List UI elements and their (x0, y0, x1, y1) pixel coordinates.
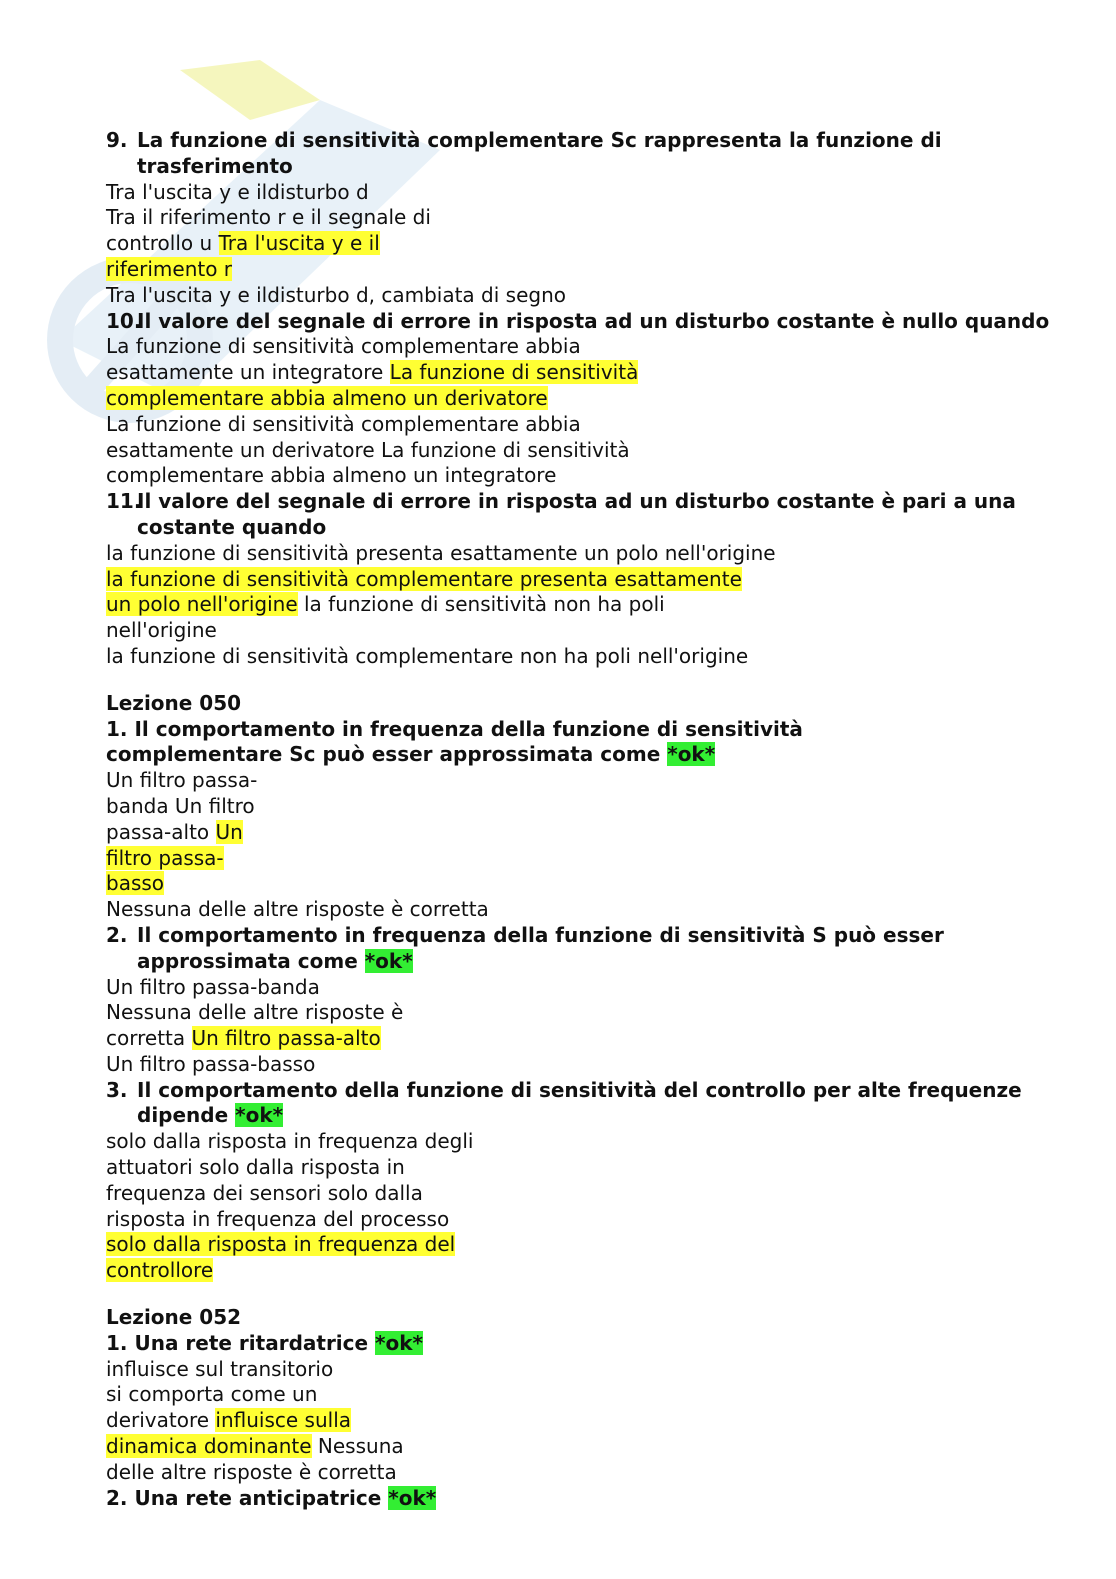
correct-answer-highlight: influisce sulla (215, 1408, 352, 1433)
correct-answer-highlight: Tra l'uscita y e il (218, 231, 380, 256)
answer-text: corretta (106, 1026, 192, 1051)
question-text (106, 742, 1066, 768)
answer-line: Tra l'uscita y e ildisturbo d (106, 179, 369, 204)
question-9 (106, 128, 1066, 180)
ok-badge: *ok* (375, 1330, 424, 1355)
question-text: Il comportamento della funzione di sensitività del controllo per alte frequenze dipende (137, 1077, 1022, 1128)
answer-line (106, 360, 1066, 386)
ok-badge: *ok* (235, 1103, 284, 1128)
question-050-2 (106, 923, 1066, 975)
correct-answer-highlight: basso (106, 871, 165, 896)
question-text: Il valore del segnale di errore in risposta ad un disturbo costante è nullo quando (137, 308, 1050, 333)
question-text: 1. Il comportamento in frequenza della funzione di sensitività (106, 716, 803, 741)
answer-line (106, 592, 1066, 618)
question-11 (106, 489, 1066, 541)
answer-line: esattamente un derivatore La funzione di sensitività (106, 437, 630, 462)
answer-line: la funzione di sensitività presenta esattamente un polo nell'origine (106, 540, 776, 565)
answer-line: complementare abbia almeno un integratore (106, 463, 557, 488)
question-text: Il comportamento in frequenza della funzione di sensitività S può esser approssimata come (137, 922, 944, 973)
answer-line: frequenza dei sensori solo dalla (106, 1180, 423, 1205)
correct-answer-highlight: Un (215, 819, 243, 844)
question-text: Il valore del segnale di errore in risposta ad un disturbo costante è pari a una costante quando (137, 489, 1016, 539)
question-text (106, 1331, 1066, 1357)
question-number: 10. (106, 308, 142, 333)
answer-line (106, 1434, 1066, 1460)
answer-text: passa-alto (106, 819, 216, 844)
answer-line (106, 1408, 1066, 1434)
answer-text: la funzione di sensitività non ha poli (297, 592, 665, 617)
correct-answer-highlight: La funzione di sensitività (389, 360, 639, 385)
ok-badge: *ok* (388, 1485, 437, 1510)
answer-line: attuatori solo dalla risposta in (106, 1155, 405, 1180)
answer-line: risposta in frequenza del processo (106, 1206, 450, 1231)
question-number: 9. (106, 128, 128, 152)
answer-line: nell'origine (106, 618, 217, 643)
answer-line (106, 1258, 1066, 1284)
lesson-heading: Lezione 052 (106, 1305, 242, 1330)
answer-line (106, 820, 1066, 846)
question-text-part: 2. Una rete anticipatrice (106, 1485, 389, 1510)
answer-line: Un filtro passa-banda (106, 974, 320, 999)
correct-answer-highlight: complementare abbia almeno un derivatore (106, 385, 548, 410)
answer-line: Nessuna delle altre risposte è (106, 1000, 404, 1025)
answer-line (106, 257, 1066, 283)
question-10 (106, 309, 1066, 335)
document-body (106, 128, 1066, 1511)
question-text (106, 1486, 1066, 1512)
answer-text: Nessuna (311, 1434, 404, 1459)
answer-line: Un filtro passa-basso (106, 1051, 316, 1076)
answer-text: derivatore (106, 1408, 216, 1433)
correct-answer-highlight: filtro passa- (106, 845, 224, 870)
question-text-part: 1. Una rete ritardatrice (106, 1330, 376, 1355)
answer-text: esattamente un integratore (106, 360, 390, 385)
correct-answer-highlight: dinamica dominante (106, 1434, 312, 1459)
answer-line: la funzione di sensitività complementare non ha poli nell'origine (106, 643, 749, 668)
correct-answer-highlight: Un filtro passa-alto (191, 1026, 381, 1051)
answer-line: delle altre risposte è corretta (106, 1459, 397, 1484)
correct-answer-highlight: la funzione di sensitività complementare presenta esattamente (106, 566, 742, 591)
answer-line: si comporta come un (106, 1382, 318, 1407)
answer-line: Un filtro passa- (106, 768, 258, 793)
answer-line: Tra il riferimento r e il segnale di (106, 205, 431, 230)
answer-line (106, 871, 1066, 897)
question-number: 3. (106, 1077, 128, 1102)
answer-line: La funzione di sensitività complementare abbia (106, 411, 581, 436)
lesson-heading: Lezione 050 (106, 690, 242, 715)
correct-answer-highlight: solo dalla risposta in frequenza del (106, 1232, 456, 1257)
question-text-part: complementare Sc può esser approssimata come (106, 742, 668, 767)
answer-line (106, 567, 1066, 593)
correct-answer-highlight: un polo nell'origine (106, 592, 298, 617)
answer-line: Tra l'uscita y e ildisturbo d, cambiata di segno (106, 282, 566, 307)
answer-line: solo dalla risposta in frequenza degli (106, 1129, 474, 1154)
answer-line: banda Un filtro (106, 793, 255, 818)
question-text: La funzione di sensitività complementare Sc rappresenta la funzione di trasferimento (137, 128, 942, 178)
question-number: 2. (106, 922, 128, 947)
answer-line (106, 846, 1066, 872)
answer-line (106, 231, 1066, 257)
answer-line: influisce sul transitorio (106, 1356, 334, 1381)
answer-line: La funzione di sensitività complementare abbia (106, 334, 581, 359)
correct-answer-highlight: controllore (106, 1258, 214, 1283)
ok-badge: *ok* (364, 948, 413, 973)
answer-line (106, 1026, 1066, 1052)
question-050-3 (106, 1078, 1066, 1130)
answer-line (106, 1232, 1066, 1258)
answer-line: Nessuna delle altre risposte è corretta (106, 897, 489, 922)
answer-text: controllo u (106, 231, 219, 256)
correct-answer-highlight: riferimento r (106, 256, 233, 281)
answer-line (106, 386, 1066, 412)
ok-badge: *ok* (667, 742, 716, 767)
question-number: 11. (106, 489, 142, 514)
